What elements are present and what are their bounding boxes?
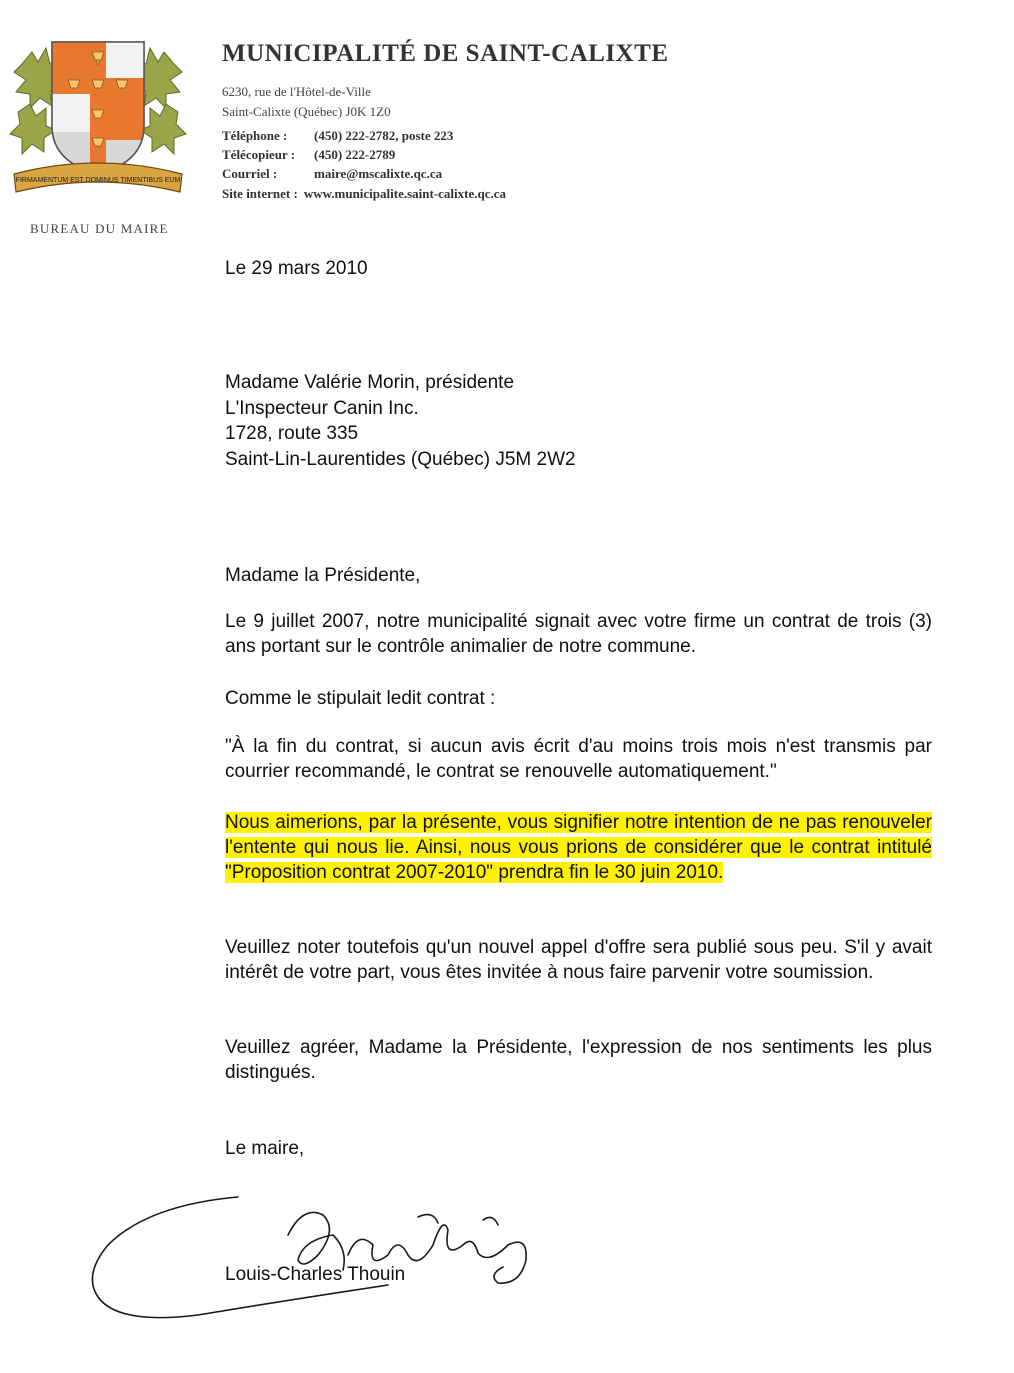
paragraph-regards: Veuillez agréer, Madame la Présidente, l'expression de nos sentiments les plus distingués.	[225, 1037, 932, 1083]
website-value: www.municipalite.saint-calixte.qc.ca	[303, 186, 507, 201]
coat-of-arms-logo	[8, 34, 188, 204]
contract-quote: "À la fin du contrat, si aucun avis écrit d'au moins trois mois n'est transmis par courrier recommandé, le contrat se renouvelle automatiquement."	[225, 736, 932, 782]
shield-icon	[52, 42, 144, 174]
recipient-city: Saint-Lin-Laurentides (Québec) J5M 2W2	[225, 448, 576, 470]
motto-ribbon	[14, 163, 182, 192]
salutation: Madame la Présidente,	[225, 565, 421, 586]
office-label: BUREAU DU MAIRE	[30, 221, 169, 236]
highlighted-paragraph	[225, 810, 932, 885]
paragraph-contract-intro: Comme le stipulait ledit contrat :	[225, 688, 496, 709]
recipient-address-block	[225, 370, 932, 472]
closing: Le maire,	[225, 1138, 305, 1159]
contact-email	[222, 166, 442, 182]
motto-text: FIRMAMENTUM EST DOMINUS TIMENTIBUS EUM	[15, 177, 181, 184]
phone-label: Téléphone :	[222, 128, 288, 143]
contact-phone	[222, 128, 453, 144]
contact-website	[222, 186, 506, 202]
recipient-company: L'Inspecteur Canin Inc.	[225, 397, 419, 419]
fax-label: Télécopieur :	[222, 147, 296, 162]
contact-fax	[222, 147, 395, 163]
paragraph-contract-history: Le 9 juillet 2007, notre municipalité signait avec votre firme un contrat de trois (3) ans portant sur le contrôle animalier de notre commune.	[225, 611, 932, 657]
recipient-street: 1728, route 335	[225, 423, 359, 444]
highlighted-text: Nous aimerions, par la présente, vous signifier notre intention de ne pas renouveler l'entente qui nous lie. Ainsi, nous vous prions de considérer que le contrat intitulé "Proposition contrat 2007-2010" prendra fin le 30 juin 2010.	[225, 812, 932, 883]
letter-date: Le 29 mars 2010	[225, 258, 368, 279]
municipality-title: MUNICIPALITÉ DE SAINT-CALIXTE	[222, 40, 669, 67]
handwritten-signature	[88, 1175, 538, 1335]
fax-value: (450) 222-2789	[314, 147, 396, 162]
phone-value: (450) 222-2782, poste 223	[314, 128, 454, 143]
email-value: maire@mscalixte.qc.ca	[314, 166, 443, 181]
recipient-name: Madame Valérie Morin, présidente	[225, 372, 515, 393]
address-city: Saint-Calixte (Québec) J0K 1Z0	[222, 104, 391, 119]
signer-name: Louis-Charles Thouin	[225, 1264, 406, 1285]
address-street: 6230, rue de l'Hôtel-de-Ville	[222, 84, 371, 99]
website-label: Site internet :	[222, 186, 298, 201]
email-label: Courriel :	[222, 166, 278, 181]
paragraph-new-tender: Veuillez noter toutefois qu'un nouvel appel d'offre sera publié sous peu. S'il y avait intérêt de votre part, vous êtes invitée à nous faire parvenir votre soumission.	[225, 937, 932, 983]
